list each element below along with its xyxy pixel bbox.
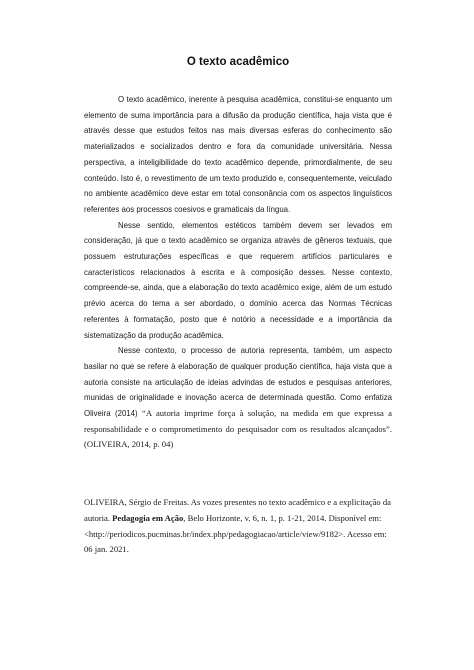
reference-journal: Pedagogia em Ação xyxy=(112,512,184,523)
reference-author: OLIVEIRA, Sérgio de Freitas. As vozes presentes no texto acadêmico e a explicitação da autoria. xyxy=(84,497,391,523)
page-title: O texto acadêmico xyxy=(186,56,290,68)
reference-details: , Belo Horizonte, v. 6, n. 1, p. 1-21, 2014. Disponível em:<http://periodicos.pucminas.br/index.php/pedagogiacao/article/view/9182>. Acesso em: 06 jan. 2021. xyxy=(84,512,387,555)
reference-entry xyxy=(84,495,392,558)
paragraph-3-text: Nesse contexto, o processo de autoria representa, também, um aspecto basilar no que se refere à elaboração de qualquer produção científica, haja vista que a autoria consiste na articulação de ideias advindas de estudos e pesquisas anteriores, munidas de originalidade e inovação acerca de determinada questão. Como enfatiza Oliveira (2014) xyxy=(84,346,392,419)
paragraph-3 xyxy=(84,343,392,453)
paragraph-1: O texto acadêmico, inerente à pesquisa acadêmica, constitui-se enquanto um elemento de suma importância para a difusão da produção científica, haja vista que é através desse que estudos feitos nas mais diversas esferas do conhecimento são materializados e socializados dentro e fora da comunidade universitária. Nessa perspectiva, a inteligibilidade do texto acadêmico depende, primordialmente, de seu conteúdo. Isto é, o revestimento de um texto produzido e, consequentemente, veiculado no ambiente acadêmico deve estar em total consonância com os aspectos linguísticos referentes aos processos coesivos e gramaticais da língua. xyxy=(84,95,392,214)
paragraph-2: Nesse sentido, elementos estéticos também devem ser levados em consideração, já que o texto acadêmico se organiza através de gêneros textuais, que possuem estruturações específicas e que requerem artifícios particulares e característicos relacionados à escrita e à composição desses. Nesse contexto, compreende-se, ainda, que a elaboração do texto acadêmico exige, além de um estudo prévio acerca do tema a ser abordado, o domínio acerca das Normas Técnicas referentes à formatação, posto que é notório a necessidade e a importância da sistematização da produção acadêmica. xyxy=(84,220,392,340)
paragraph-3-quote: “A autoria imprime força à solução, na medida em que expressa a responsabilidade e o comprometimento do pesquisador com os resultados alcançados”. (OLIVEIRA, 2014, p. 04) xyxy=(84,408,393,450)
